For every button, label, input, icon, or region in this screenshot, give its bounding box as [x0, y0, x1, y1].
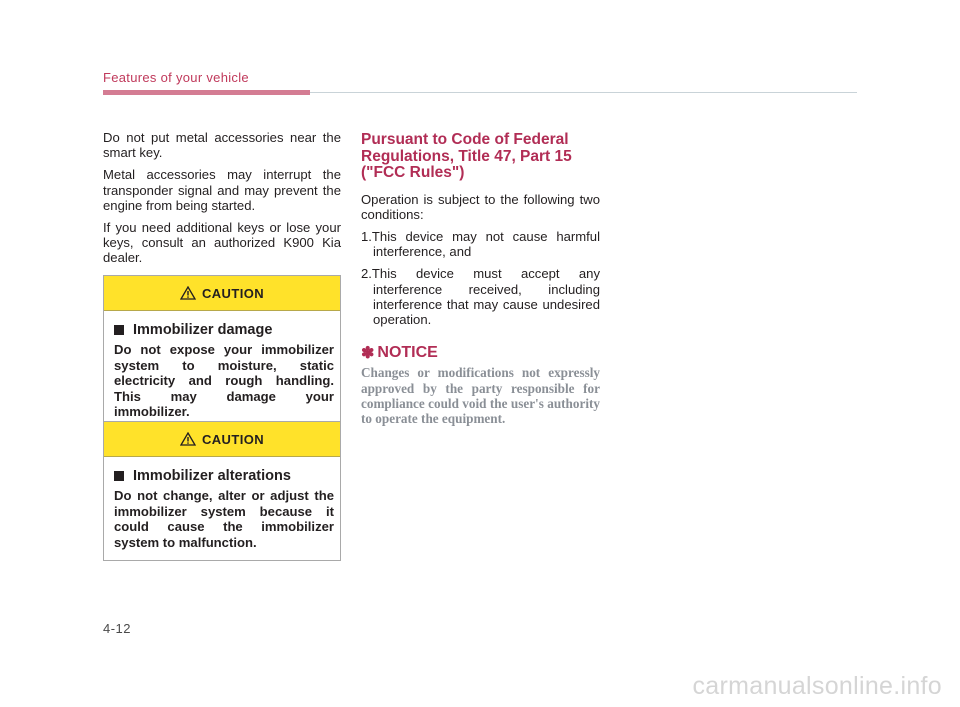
caution-banner: [104, 276, 340, 311]
fcc-intro: Operation is subject to the following two conditions:: [361, 191, 600, 222]
watermark: carmanualsonline.info: [692, 672, 942, 700]
caution-label: CAUTION: [201, 285, 265, 301]
caution-label: CAUTION: [201, 431, 265, 447]
caution-heading: [114, 322, 334, 338]
fcc-list-item: 1.This device may not cause harmful interference, and: [361, 228, 600, 260]
paragraph: Metal accessories may interrupt the transponder signal and may prevent the engine from being started.: [103, 167, 341, 213]
notice-body: Changes or modifications not expressly approved by the party responsible for compliance could void the user's authority to operate the equipment.: [361, 365, 600, 427]
paragraph: If you need additional keys or lose your keys, consult an authorized K900 Kia dealer.: [103, 220, 341, 266]
notice-star-icon: ✽: [361, 345, 375, 363]
caution-heading-text: Immobilizer alterations: [133, 468, 291, 484]
middle-column: [361, 130, 600, 427]
notice-title: [361, 343, 600, 363]
caution-banner: [104, 422, 340, 457]
caution-heading: [114, 468, 334, 484]
caution-body: Do not change, alter or adjust the immobilizer system because it could cause the immobilizer system to malfunction.: [114, 488, 334, 550]
header-rule: [310, 92, 857, 93]
caution-box-immobilizer-damage: [103, 275, 341, 431]
page-number: 4-12: [103, 621, 132, 636]
warning-triangle-icon: [180, 432, 196, 446]
header-rule-accent: [103, 90, 310, 95]
caution-box-immobilizer-alterations: [103, 421, 341, 561]
left-column: [103, 130, 341, 273]
section-title: Features of your vehicle: [103, 70, 249, 85]
paragraph: Do not put metal accessories near the smart key.: [103, 130, 341, 161]
square-bullet-icon: [114, 325, 124, 335]
square-bullet-icon: [114, 471, 124, 481]
fcc-heading: Pursuant to Code of Federal Regulations, Title 47, Part 15 ("FCC Rules"): [361, 131, 572, 181]
warning-triangle-icon: [180, 286, 196, 300]
fcc-list-item: 2.This device must accept any interference received, including interference that may cause undesired operation.: [361, 266, 600, 327]
notice-title-text: NOTICE: [377, 344, 438, 362]
caution-body: Do not expose your immobilizer system to moisture, static electricity and rough handling. This may damage your immobilizer.: [114, 342, 334, 419]
caution-heading-text: Immobilizer damage: [133, 322, 273, 338]
